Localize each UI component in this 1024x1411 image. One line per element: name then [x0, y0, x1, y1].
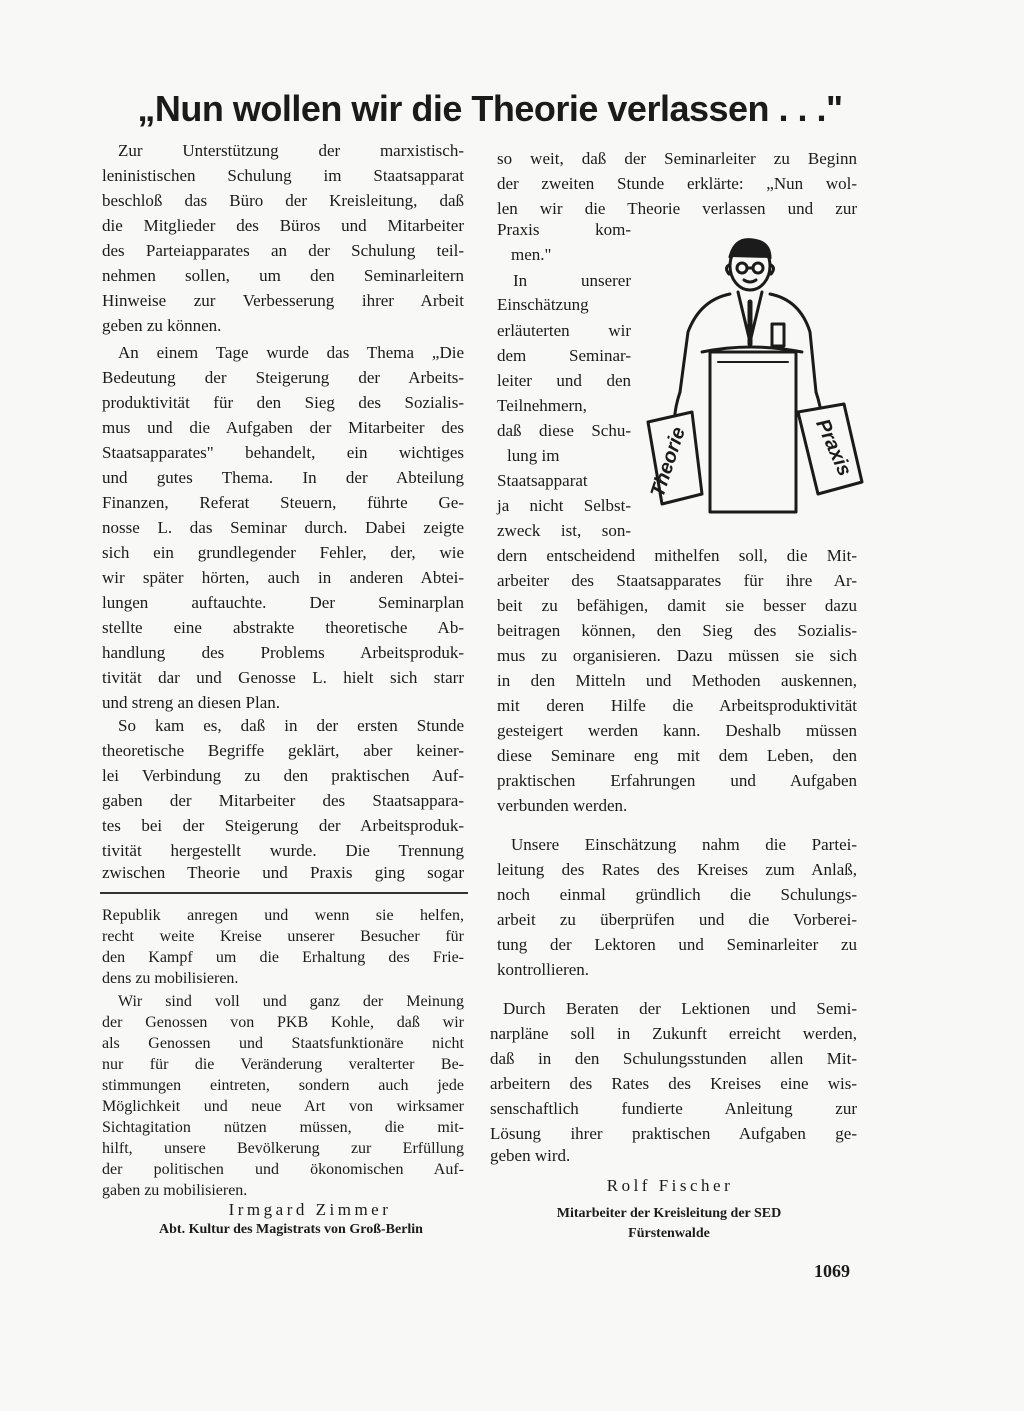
text-line: lungen auftauchte. Der Seminarplan	[102, 593, 464, 612]
text-line: geben wird.	[490, 1146, 571, 1165]
text-line: dern entscheidend mithelfen soll, die Mit-	[497, 546, 857, 565]
text-line: so weit, daß der Seminarleiter zu Beginn	[497, 149, 857, 168]
text-line: der politischen und ökonomischen Auf-	[102, 1161, 464, 1178]
text-line: zweck ist, son-	[497, 521, 631, 540]
text-line: hilft, unsere Bevölkerung zur Erfüllung	[102, 1140, 464, 1157]
text-line: daß diese Schu-	[497, 421, 631, 440]
text-line: Bedeutung der Steigerung der Arbeits-	[102, 368, 464, 387]
text-line: kontrollieren.	[497, 960, 590, 979]
text-line: des Parteiapparates an der Schulung teil-	[102, 241, 464, 260]
text-line: Finanzen, Referat Steuern, führte Ge-	[102, 493, 464, 512]
text-line: stellte eine abstrakte theoretische Ab-	[102, 618, 464, 637]
text-line: men."	[511, 245, 552, 264]
text-line: stimmungen eintreten, sondern auch jede	[102, 1077, 464, 1094]
text-line: sich ein grundlegender Fehler, der, wie	[102, 543, 464, 562]
text-line: gaben der Mitarbeiter des Staatsappara-	[102, 791, 464, 810]
text-line: dens zu mobilisieren.	[102, 970, 239, 987]
text-line: narpläne soll in Zukunft erreicht werden,	[490, 1024, 857, 1043]
text-line: in den Mitteln und Methoden auskennen,	[497, 671, 857, 690]
text-line: als Genossen und Staatsfunktionäre nicht	[102, 1035, 464, 1052]
text-line: praktischen Erfahrungen und Aufgaben	[497, 771, 857, 790]
text-line: tes bei der Steigerung der Arbeitsproduk-	[102, 816, 464, 835]
text-line: In unserer	[513, 271, 631, 290]
text-line: mus und die Aufgaben der Mitarbeiter des	[102, 418, 464, 437]
text-line: recht weite Kreise unserer Besucher für	[102, 928, 464, 945]
text-line: mit deren Hilfe die Arbeitsproduktivität	[497, 696, 857, 715]
text-line: Hinweise zur Verbesserung ihrer Arbeit	[102, 291, 464, 310]
text-line: daß in den Schulungsstunden allen Mit-	[490, 1049, 857, 1068]
text-line: erläuterten wir	[497, 321, 631, 340]
signature-affiliation-right: Mitarbeiter der Kreisleitung der SED	[556, 1206, 782, 1221]
text-line: nehmen sollen, um den Seminarleitern	[102, 266, 464, 285]
text-line: theoretische Begriffe geklärt, aber keiner-	[102, 741, 464, 760]
sign-label-praxis: Praxis	[811, 415, 856, 480]
text-line: Staatsapparates" behandelt, ein wichtiges	[102, 443, 464, 462]
sign-label-theorie: Theorie	[646, 424, 690, 500]
text-line: Lösung ihrer praktischen Aufgaben ge-	[490, 1124, 857, 1143]
text-line: gesteigert werden kann. Deshalb müssen	[497, 721, 857, 740]
text-line: und streng an diesen Plan.	[102, 693, 280, 712]
text-line: arbeiter des Staatsapparates für ihre Ar-	[497, 571, 857, 590]
text-line: lei Verbindung zu den praktischen Auf-	[102, 766, 464, 785]
text-line: lung im	[507, 446, 560, 465]
text-line: beitragen können, den Sieg des Sozialis-	[497, 621, 857, 640]
text-line: beschloß das Büro der Kreisleitung, daß	[102, 191, 464, 210]
text-line: Unsere Einschätzung nahm die Partei-	[511, 835, 857, 854]
text-line: Durch Beraten der Lektionen und Semi-	[503, 999, 857, 1018]
article-title: „Nun wollen wir die Theorie verlassen . . ."	[137, 88, 843, 129]
text-line: Teilnehmern,	[497, 396, 587, 415]
text-line: den Kampf um die Erhaltung des Frie-	[102, 949, 464, 966]
text-line: gaben zu mobilisieren.	[102, 1182, 248, 1199]
text-line: und gutes Thema. In der Abteilung	[102, 468, 464, 487]
text-line: So kam es, daß in der ersten Stunde	[118, 716, 464, 735]
text-line: ja nicht Selbst-	[497, 496, 631, 515]
text-line: die Mitglieder des Büros und Mitarbeiter	[102, 216, 464, 235]
text-line: Republik anregen und wenn sie helfen,	[102, 907, 464, 924]
text-line: handlung des Problems Arbeitsproduk-	[102, 643, 464, 662]
text-line: Sichtagitation nützen müssen, die mit-	[102, 1119, 464, 1136]
text-line: Einschätzung	[497, 295, 589, 314]
speaker-illustration	[640, 232, 865, 522]
text-line: diese Seminare eng mit dem Leben, den	[497, 746, 857, 765]
text-line: senschaftlich fundierte Anleitung zur	[490, 1099, 857, 1118]
signature-name-left: Irmgard Zimmer	[228, 1200, 392, 1219]
text-line: Möglichkeit und neue Art von wirksamer	[102, 1098, 464, 1115]
text-line: leninistischen Schulung im Staatsapparat	[102, 166, 464, 185]
text-line: tivität dar und Genosse L. hielt sich starr	[102, 668, 464, 687]
text-line: verbunden werden.	[497, 796, 628, 815]
text-line: nosse L. das Seminar durch. Dabei zeigte	[102, 518, 464, 537]
text-line: tung der Lektoren und Seminarleiter zu	[497, 935, 857, 954]
text-line: der Genossen von PKB Kohle, daß wir	[102, 1014, 464, 1031]
signature-location-right: Fürstenwalde	[628, 1226, 710, 1241]
text-line: arbeitern des Rates des Kreises eine wis-	[490, 1074, 857, 1093]
text-line: leiter und den	[497, 371, 631, 390]
text-line: leitung des Rates des Kreises zum Anlaß,	[497, 860, 857, 879]
signature-affiliation-left: Abt. Kultur des Magistrats von Groß-Berlin	[159, 1222, 423, 1237]
signature-name-right: Rolf Fischer	[606, 1176, 734, 1195]
text-line: mus zu organisieren. Dazu müssen sie sich	[497, 646, 857, 665]
text-line: zwischen Theorie und Praxis ging sogar	[102, 863, 464, 882]
text-line: Zur Unterstützung der marxistisch-	[118, 141, 464, 160]
text-line: nur für die Veränderung veralterter Be-	[102, 1056, 464, 1073]
page-number: 1069	[814, 1261, 850, 1281]
text-line: dem Seminar-	[497, 346, 631, 365]
text-line: beit zu befähigen, damit sie besser dazu	[497, 596, 857, 615]
text-line: Wir sind voll und ganz der Meinung	[118, 993, 464, 1010]
text-line: An einem Tage wurde das Thema „Die	[118, 343, 464, 362]
section-divider	[100, 892, 468, 894]
text-line: noch einmal gründlich die Schulungs-	[497, 885, 857, 904]
text-line: len wir die Theorie verlassen und zur	[497, 199, 857, 218]
text-line: Praxis kom-	[497, 220, 631, 239]
text-line: produktivität für den Sieg des Sozialis-	[102, 393, 464, 412]
text-line: Staatsapparat	[497, 471, 588, 490]
text-line: der zweiten Stunde erklärte: „Nun wol-	[497, 174, 857, 193]
text-line: geben zu können.	[102, 316, 222, 335]
text-line: wir später hörten, auch in anderen Abtei-	[102, 568, 464, 587]
text-line: tivität hergestellt wurde. Die Trennung	[102, 841, 464, 860]
text-line: arbeit zu überprüfen und die Vorberei-	[497, 910, 857, 929]
